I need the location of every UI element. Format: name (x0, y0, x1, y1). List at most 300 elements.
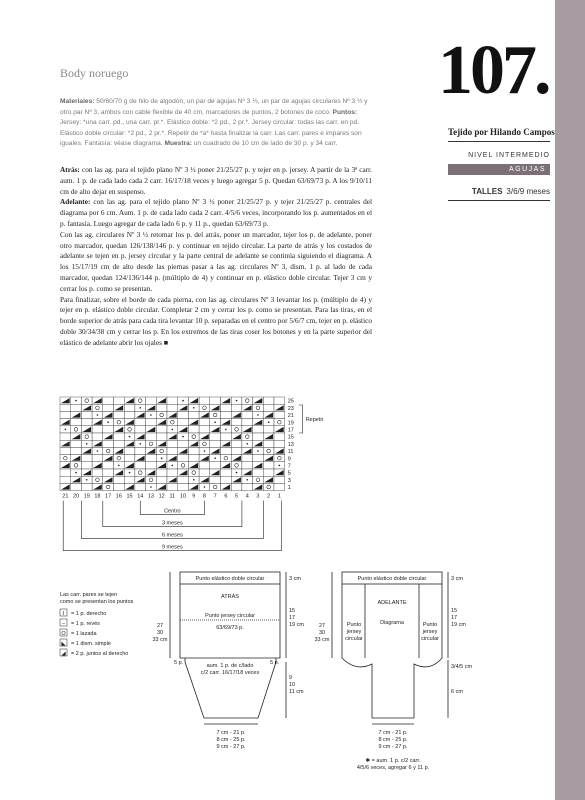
front-footnote-1: ✱ = aum. 1 p. c/2 carr. (365, 758, 421, 764)
chart-cell (263, 404, 274, 411)
chart-cell (71, 447, 82, 454)
front-left-label-2: circular (345, 636, 363, 642)
chart-cell (60, 447, 71, 454)
chart-cell (81, 433, 92, 440)
chart-cell (114, 476, 125, 483)
purl-symbol (86, 443, 88, 445)
chart-cell (81, 462, 92, 469)
chart-cell (274, 455, 285, 462)
chart-cell (167, 447, 178, 454)
chart-cell (231, 483, 242, 490)
purl-symbol (246, 479, 248, 481)
chart-col-number: 15 (126, 493, 133, 500)
front-text: con las ag. para el tejido plano Nº 3 ½ poner 21/25/27 p. y tejer 21/25/27 p. centrales del diagrama por 6 cm. Aum. 1 p. de cada lado cada 2 carr. 4/5/6 veces, incorporando los p. aumentados en el p. fantasía. Luego agregar de cada lado 6 p. y 11 p., quedan 63/69/73 p. (60, 197, 372, 228)
chart-cell (188, 469, 199, 476)
chart-cell (199, 469, 210, 476)
chart-cell (156, 469, 167, 476)
chart-cell (221, 433, 232, 440)
chart-cell (92, 469, 103, 476)
stitches-label: Puntos: (332, 108, 358, 116)
chart-cell (231, 419, 242, 426)
back-title: ATRÁS (221, 594, 239, 600)
chart-cell (210, 483, 221, 490)
chart-row-number: 15 (287, 434, 294, 441)
chart-cell (124, 447, 135, 454)
chart-col-number: 17 (105, 493, 112, 500)
chart-cell (199, 462, 210, 469)
chart-cell (274, 411, 285, 418)
chart-cell (114, 411, 125, 418)
chart-cell (135, 469, 146, 476)
purl-symbol (182, 436, 184, 438)
chart-cell (114, 440, 125, 447)
purl-symbol (97, 414, 99, 416)
chart-cell (253, 455, 264, 462)
chart-cell (156, 433, 167, 440)
chart-col-number: 14 (137, 493, 144, 500)
chart-cell (253, 433, 264, 440)
chart-cell (135, 419, 146, 426)
legend-text: = 1 p. derecho (71, 611, 107, 617)
chart-cell (156, 411, 167, 418)
chart-cell (178, 476, 189, 483)
legend-text: = 1 lazada (71, 631, 97, 637)
chart-cell (199, 404, 210, 411)
chart-cell (60, 469, 71, 476)
knitter-credit: Tejido por Hilando Campos (448, 127, 555, 137)
chart-cell (92, 404, 103, 411)
chart-cell (210, 440, 221, 447)
chart-col-number: 5 (235, 493, 239, 500)
finishing-paragraph: Para finalizar, sobre el borde de cada pierna, con las ag. circulares Nº 3 levantar los p. (múltiplo de 4) y tejer en p. elástico doble circular. Completar 2 cm y cerrar los p. como se presentan. Para las tiras, en el borde superior de atrás para cada tira levantar 10 p. separadas en el centro por 5/6/7 cm, tejer en p. elástico doble 30/34/38 cm y cerrar los p. En los extremos de las tiras coser los botones y en la parte superior del elástico de adelante abrir los ojales ■ (60, 294, 372, 347)
legend-intro-2: como se presentan los puntos (60, 599, 134, 605)
chart-row-number: 9 (287, 456, 291, 463)
chart-cell (103, 469, 114, 476)
chart-cell (114, 419, 125, 426)
size-6-label: 6 meses (161, 532, 183, 539)
size-3-label: 3 meses (161, 520, 183, 527)
chart-cell (231, 440, 242, 447)
front-top-3cm: 3 cm (451, 576, 463, 582)
chart-cell (92, 433, 103, 440)
chart-cell (81, 455, 92, 462)
chart-cell (178, 440, 189, 447)
front-body-h-2: 19 cm (451, 622, 466, 628)
chart-cell (114, 397, 125, 404)
front-footnote-2: 4/5/6 veces, agregar 6 y 11 p. (356, 765, 430, 771)
chart-cell (253, 469, 264, 476)
chart-cell (231, 426, 242, 433)
chart-col-number: 21 (62, 493, 69, 500)
front-total-h-2: 33 cm (314, 637, 330, 643)
chart-cell (81, 483, 92, 490)
chart-col-number: 4 (245, 493, 249, 500)
chart-cell (274, 440, 285, 447)
chart-cell (274, 419, 285, 426)
chart-cell (178, 411, 189, 418)
front-diagram-label: Diagrama (380, 620, 404, 626)
chart-cell (231, 462, 242, 469)
chart-cell (210, 433, 221, 440)
chart-cell (146, 440, 157, 447)
purl-symbol (65, 429, 67, 431)
chart-cell (263, 483, 274, 490)
chart-cell (263, 397, 274, 404)
chart-cell (135, 447, 146, 454)
chart-cell (156, 404, 167, 411)
front-labels (315, 576, 473, 771)
chart-cell (242, 411, 253, 418)
chart-cell (199, 426, 210, 433)
chart-cell (103, 483, 114, 490)
chart-cell (263, 469, 274, 476)
back-body-label: Punto jersey circular (205, 613, 255, 619)
chart-cell (263, 440, 274, 447)
front-left-label-1: jersey (346, 629, 362, 635)
chart-cell (124, 404, 135, 411)
chart-cell (146, 433, 157, 440)
assembly-paragraph: Con las ag. circulares Nº 3 ½ retomar los p. del atrás, poner un marcador, tejer los p. de adelante, poner otro marcador, quedan 126/138/146 p. y continuar en tejido circular. La parte de atrás y los costados de adelante se tejen en p. jersey circular y la parte central de adelante se continúa siguiendo el diagrama. A los 15/17/19 cm de alto desde las piernas pasar a las ag. circulares Nº 3, dism. 1 p. al lado de cada marcador, quedan 124/136/144 p. (múltiplo de 4) y continuar en p. elástico doble circular. Tejer 3 cm y cerrar los p. como se presentan. (60, 229, 372, 293)
back-five-right: 5 p. (270, 660, 280, 666)
back-label: Atrás: (60, 165, 80, 174)
chart-col-number: 9 (192, 493, 196, 500)
chart-row-number: 17 (287, 427, 294, 434)
chart-cell (81, 419, 92, 426)
chart-cell (135, 426, 146, 433)
chart-cell (178, 419, 189, 426)
chart-row-number: 13 (287, 441, 294, 448)
chart-cell (263, 426, 274, 433)
chart-cell (210, 397, 221, 404)
chart-cell (274, 433, 285, 440)
chart-row-number: 21 (287, 413, 294, 420)
purl-symbol (172, 429, 174, 431)
chart-row-number: 3 (287, 477, 291, 484)
chart-col-number: 2 (267, 493, 271, 500)
purl-symbol (214, 421, 216, 423)
front-body-h-0: 15 (451, 608, 458, 614)
back-leg-h-1: 10 (289, 682, 296, 688)
front-total-h-1: 30 (318, 630, 326, 636)
chart-row-number: 7 (287, 463, 291, 470)
chart-col-number: 6 (224, 493, 228, 500)
back-bottom-w-1: 8 cm - 25 p. (216, 737, 246, 743)
back-outline (180, 584, 280, 718)
chart-cell (156, 447, 167, 454)
chart-row-number: 1 (287, 485, 291, 492)
chart-cell (71, 462, 82, 469)
back-total-h-0: 27 (156, 623, 164, 629)
back-top-3cm: 3 cm (289, 576, 301, 582)
front-band-label: Punto elástico doble circular (357, 576, 427, 582)
chart-cell (103, 447, 114, 454)
chart-cell (188, 447, 199, 454)
chart-cell (146, 419, 157, 426)
chart-cell (274, 397, 285, 404)
purl-symbol (246, 443, 248, 445)
purl-symbol (129, 472, 131, 474)
purl-symbol (86, 479, 88, 481)
chart-row-number: 5 (287, 470, 291, 477)
purl-symbol (75, 472, 77, 474)
front-total-h-0: 27 (318, 623, 326, 629)
chart-cell (103, 426, 114, 433)
back-body-h-2: 19 cm (289, 622, 304, 628)
chart-cell (167, 397, 178, 404)
chart-cell (242, 397, 253, 404)
chart-cell (124, 426, 135, 433)
chart-cell (188, 455, 199, 462)
chart-cell (274, 483, 285, 490)
chart-cell (124, 411, 135, 418)
chart-cell (188, 433, 199, 440)
chart-row-number: 19 (287, 420, 294, 427)
purl-symbol (150, 414, 152, 416)
chart-cell (135, 462, 146, 469)
chart-cell (274, 476, 285, 483)
front-right-label-1: jersey (422, 629, 438, 635)
purl-symbol (150, 486, 152, 488)
chart-cell (146, 476, 157, 483)
chart-cell (60, 433, 71, 440)
chart-cell (135, 397, 146, 404)
chart-cell (242, 419, 253, 426)
centro-label: Centro (164, 508, 181, 515)
legend-text: = 1 dism. simple (71, 641, 111, 647)
purl-symbol (236, 472, 238, 474)
chart-cell (221, 455, 232, 462)
chart-cell (71, 419, 82, 426)
purl-symbol (161, 457, 163, 459)
chart-row-number: 11 (287, 449, 294, 456)
front-crotch-h: 6 cm (451, 689, 463, 695)
purl-symbol (193, 407, 195, 409)
chart-cell (81, 411, 92, 418)
chart-cell (114, 433, 125, 440)
front-right-label-0: Punto (422, 622, 438, 628)
chart-col-number: 8 (202, 493, 206, 500)
purl-symbol (279, 465, 281, 467)
chart-cell (167, 404, 178, 411)
stitches-text: Jersey: *una carr. pd., una carr. pr.*. Elástico doble: *2 pd., 2 pr.*. Jersey circular: todas las carr. en pd. Elástico doble circular: *2 pd., 2 pr.*. Repetir de *a* hasta finalizar la carr. Las carr. pares e impares son iguales. Fantasía: véase diagrama. (60, 119, 362, 148)
purl-symbol (236, 400, 238, 402)
chart-row-number: 23 (287, 405, 294, 412)
back-body-h-0: 15 (289, 608, 296, 614)
chart-cell (231, 404, 242, 411)
chart-cell (210, 462, 221, 469)
chart-cell (210, 411, 221, 418)
chart-cell (92, 426, 103, 433)
materials-text: 50/60/70 g de hilo de algodón, un par de agujas Nº 3 ½, un par de agujas circulares Nº 3 ½ y otro par Nº 3, ambos con cable flexible de 40 cm, marcadores de puntos, 2 botones de coco. (60, 98, 368, 116)
pattern-title: Body noruego (60, 66, 129, 80)
repeat-bracket (299, 405, 303, 433)
chart-cell (188, 426, 199, 433)
legend-text: = 2 p. juntos al derecho (71, 651, 129, 657)
chart-cell (253, 476, 264, 483)
chart-cell (114, 483, 125, 490)
materials-label: Materiales: (60, 98, 95, 105)
chart-cell (188, 411, 199, 418)
chart-col-number: 12 (158, 493, 165, 500)
purl-symbol (204, 486, 206, 488)
chart-cell (146, 462, 157, 469)
chart-cell (81, 397, 92, 404)
chart-cell (199, 419, 210, 426)
chart-cell (210, 476, 221, 483)
back-leg-h-0: 9 (289, 675, 293, 681)
legend-symbol: I (62, 611, 65, 617)
front-leg-h: 3/4/5 cm (451, 664, 473, 670)
chart-cell (199, 397, 210, 404)
chart-cell (103, 404, 114, 411)
purl-symbol (172, 465, 174, 467)
front-right-label-2: circular (421, 636, 439, 642)
back-stitch-count: 63/69/73 p. (216, 625, 244, 631)
purl-symbol (139, 443, 141, 445)
chart-cell (167, 483, 178, 490)
chart-cell (242, 462, 253, 469)
purl-symbol (75, 400, 77, 402)
chart-cell (92, 476, 103, 483)
legend-symbol: – (61, 621, 66, 627)
back-bottom-w-2: 9 cm - 27 p. (216, 744, 246, 750)
chart-cell (103, 397, 114, 404)
back-five-left: 5 p. (174, 660, 184, 666)
front-schematic (332, 572, 448, 724)
chart-cell (221, 469, 232, 476)
front-left-label-0: Punto (346, 622, 362, 628)
purl-symbol (118, 465, 120, 467)
page-number: 107. (438, 32, 549, 109)
purl-symbol (139, 407, 141, 409)
purl-symbol (204, 450, 206, 452)
legend-text: = 1 p. revés (71, 621, 100, 627)
back-text: con las ag. para el tejido plano Nº 3 ½ poner 21/25/27 p. y tejer en p. jersey. A partir de la 3ª carr. aum. 1 p. de cada lado cada 2 carr. 16/17/18 veces y luego agregar 5 p. Quedan 63/69/73 p. A los 9/10/11 cm de alto dejar en suspenso. (60, 165, 372, 196)
chart-cell (156, 426, 167, 433)
size-9-label: 9 meses (161, 544, 183, 551)
purl-symbol (257, 450, 259, 452)
category-badge: AGUJAS CIRCULARES (448, 164, 550, 175)
purl-symbol (182, 400, 184, 402)
chart-cell (221, 404, 232, 411)
chart-cell (114, 455, 125, 462)
back-bottom-w-0: 7 cm - 21 p. (216, 730, 246, 736)
purl-symbol (225, 429, 227, 431)
chart-cell (146, 455, 157, 462)
chart-col-number: 13 (147, 493, 155, 500)
chart-cell (124, 455, 135, 462)
front-body-h-1: 17 (451, 615, 458, 621)
chart-cell (178, 462, 189, 469)
back-increase-1: aum. 1 p. de c/lado (206, 663, 254, 669)
chart-cell (167, 419, 178, 426)
gauge-label: Muestra: (164, 140, 192, 148)
chart-cell (60, 411, 71, 418)
chart-col-number: 18 (94, 493, 101, 500)
chart-col-number: 16 (115, 493, 122, 500)
skill-level: NIVEL INTERMEDIO (468, 152, 550, 159)
front-label: Adelante: (60, 197, 91, 207)
chart-cell (103, 462, 114, 469)
back-leg-h-2: 11 cm (289, 689, 304, 695)
chart-cell (253, 404, 264, 411)
chart-cell (231, 447, 242, 454)
repeat-label: Repetir (305, 417, 324, 423)
legend-symbol: ◢ (61, 651, 66, 657)
back-band-label: Punto elástico doble circular (195, 576, 265, 582)
chart-col-number: 20 (72, 493, 80, 500)
chart-cell (60, 455, 71, 462)
chart-col-number: 11 (169, 493, 176, 500)
chart-cell (71, 426, 82, 433)
sizes-value: 3/6/9 meses (506, 187, 550, 196)
chart-cell (221, 447, 232, 454)
chart-cell (71, 483, 82, 490)
legend-intro-1: Las carr. pares se tejen (60, 592, 118, 598)
back-total-h-2: 33 cm (152, 637, 168, 643)
chart-row-number: 25 (287, 398, 294, 405)
chart-cell (253, 426, 264, 433)
stitch-chart (60, 397, 324, 551)
purl-symbol (193, 479, 195, 481)
purl-symbol (97, 450, 99, 452)
chart-cell (221, 411, 232, 418)
chart-cell (60, 404, 71, 411)
chart-cell (199, 440, 210, 447)
chart-col-number: 1 (277, 493, 281, 500)
chart-cell (124, 476, 135, 483)
back-increase-2: c/2 carr. 16/17/18 veces (200, 670, 260, 676)
chart-cell (242, 483, 253, 490)
chart-cell (221, 476, 232, 483)
purl-symbol (268, 421, 270, 423)
front-bottom-w-0: 7 cm - 21 p. (378, 730, 408, 736)
chart-cell (103, 440, 114, 447)
chart-col-number: 19 (83, 493, 90, 500)
front-title: ADELANTE (377, 600, 407, 606)
chart-cell (135, 483, 146, 490)
chart-cell (178, 455, 189, 462)
chart-cell (242, 433, 253, 440)
watermark: PassionForum.ru (478, 784, 539, 793)
legend-symbol: ◣ (61, 641, 66, 647)
chart-cell (71, 404, 82, 411)
back-body-h-1: 17 (289, 615, 296, 621)
gauge-text: un cuadrado de 10 cm de lado de 30 p. y 34 carr. (191, 140, 338, 148)
chart-cell (60, 476, 71, 483)
front-bottom-w-2: 9 cm - 27 p. (378, 744, 408, 750)
front-bottom-w-1: 8 cm - 25 p. (378, 737, 408, 743)
chart-cell (167, 469, 178, 476)
chart-col-number: 7 (213, 493, 217, 500)
legend-symbol: O (61, 631, 66, 637)
purl-symbol (129, 436, 131, 438)
chart-cell (167, 440, 178, 447)
chart-cell (242, 455, 253, 462)
chart-col-number: 3 (256, 493, 260, 500)
chart-cell (263, 447, 274, 454)
chart-col-number: 10 (179, 493, 187, 500)
chart-cell (71, 440, 82, 447)
chart-cell (263, 462, 274, 469)
legend (60, 592, 134, 657)
chart-cell (92, 455, 103, 462)
sizes-label: TALLES (471, 187, 503, 196)
back-total-h-1: 30 (156, 630, 164, 636)
purl-symbol (107, 421, 109, 423)
chart-cell (178, 483, 189, 490)
purl-symbol (214, 457, 216, 459)
